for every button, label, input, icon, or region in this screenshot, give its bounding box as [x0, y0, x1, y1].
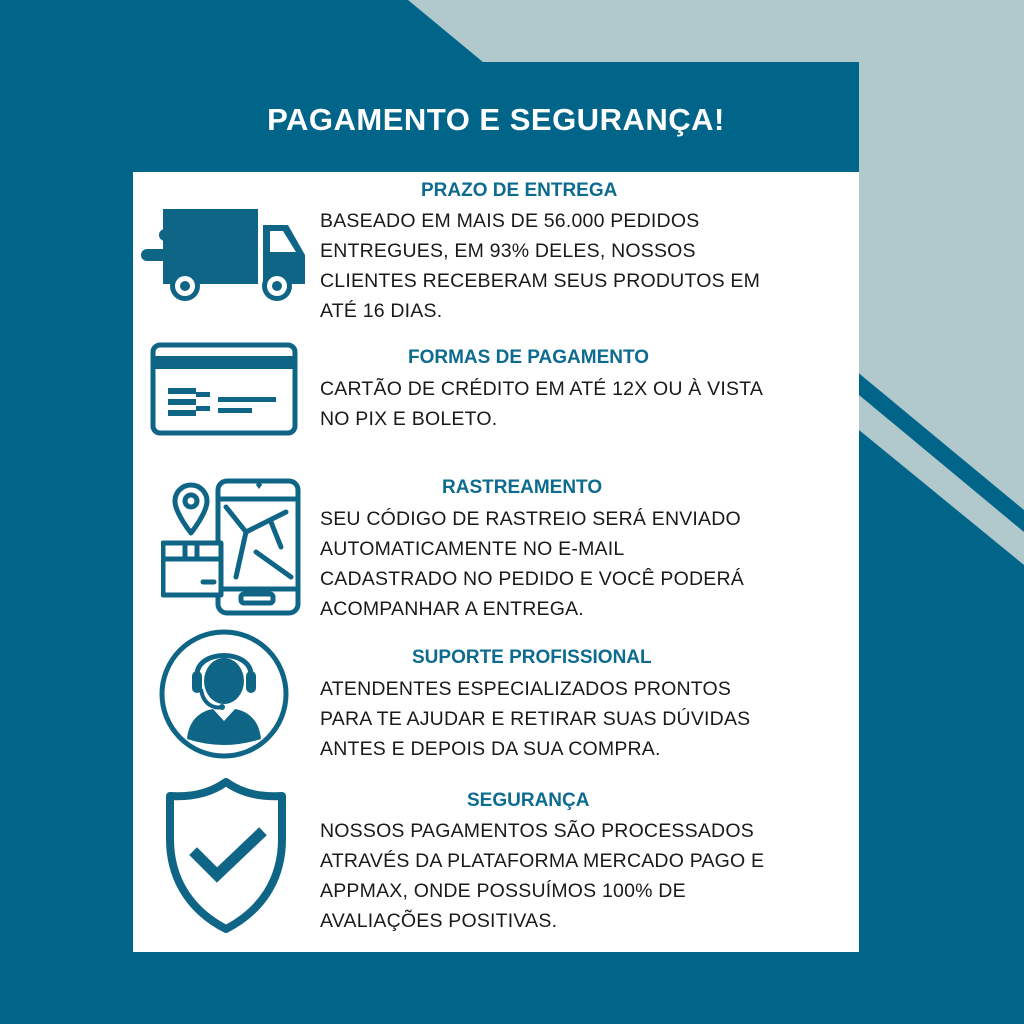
text-line: AUTOMATICAMENTE NO E-MAIL: [320, 538, 625, 560]
text-line: PARA TE AJUDAR E RETIRAR SUAS DÚVIDAS: [320, 708, 751, 730]
section-heading: FORMAS DE PAGAMENTO: [408, 347, 650, 368]
section-description: [320, 816, 850, 936]
text-line: ANTES E DEPOIS DA SUA COMPRA.: [320, 738, 661, 760]
support-agent-icon: [157, 627, 291, 761]
text-line: ATRAVÉS DA PLATAFORMA MERCADO PAGO E: [320, 850, 765, 872]
shield-check-icon: [163, 777, 289, 935]
text-line: NOSSOS PAGAMENTOS SÃO PROCESSADOS: [320, 820, 754, 842]
text-line: CLIENTES RECEBERAM SEUS PRODUTOS EM: [320, 270, 761, 292]
delivery-truck-icon: [133, 202, 313, 302]
text-line: NO PIX E BOLETO.: [320, 408, 498, 430]
page-title: PAGAMENTO E SEGURANÇA!: [267, 102, 725, 137]
tracking-map-icon: [161, 477, 303, 617]
section-description: [320, 504, 850, 624]
header-band: [133, 62, 859, 172]
text-line: ATENDENTES ESPECIALIZADOS PRONTOS: [320, 678, 732, 700]
section-heading: PRAZO DE ENTREGA: [421, 180, 618, 201]
text-line: BASEADO EM MAIS DE 56.000 PEDIDOS: [320, 210, 700, 232]
text-line: AVALIAÇÕES POSITIVAS.: [320, 910, 558, 932]
section-heading: SUPORTE PROFISSIONAL: [412, 647, 652, 668]
text-line: SEU CÓDIGO DE RASTREIO SERÁ ENVIADO: [320, 508, 741, 530]
section-description: [320, 374, 850, 434]
section-heading: SEGURANÇA: [467, 790, 590, 811]
text-line: APPMAX, ONDE POSSUÍMOS 100% DE: [320, 880, 686, 902]
text-line: ACOMPANHAR A ENTREGA.: [320, 598, 584, 620]
credit-card-icon: [150, 342, 298, 438]
info-panel: [133, 172, 859, 952]
text-line: CARTÃO DE CRÉDITO EM ATÉ 12X OU À VISTA: [320, 378, 764, 400]
section-heading: RASTREAMENTO: [442, 477, 603, 498]
section-description: [320, 674, 850, 764]
text-line: ATÉ 16 DIAS.: [320, 300, 443, 322]
section-description: [320, 206, 850, 326]
text-line: CADASTRADO NO PEDIDO E VOCÊ PODERÁ: [320, 568, 744, 590]
text-line: ENTREGUES, EM 93% DELES, NOSSOS: [320, 240, 696, 262]
